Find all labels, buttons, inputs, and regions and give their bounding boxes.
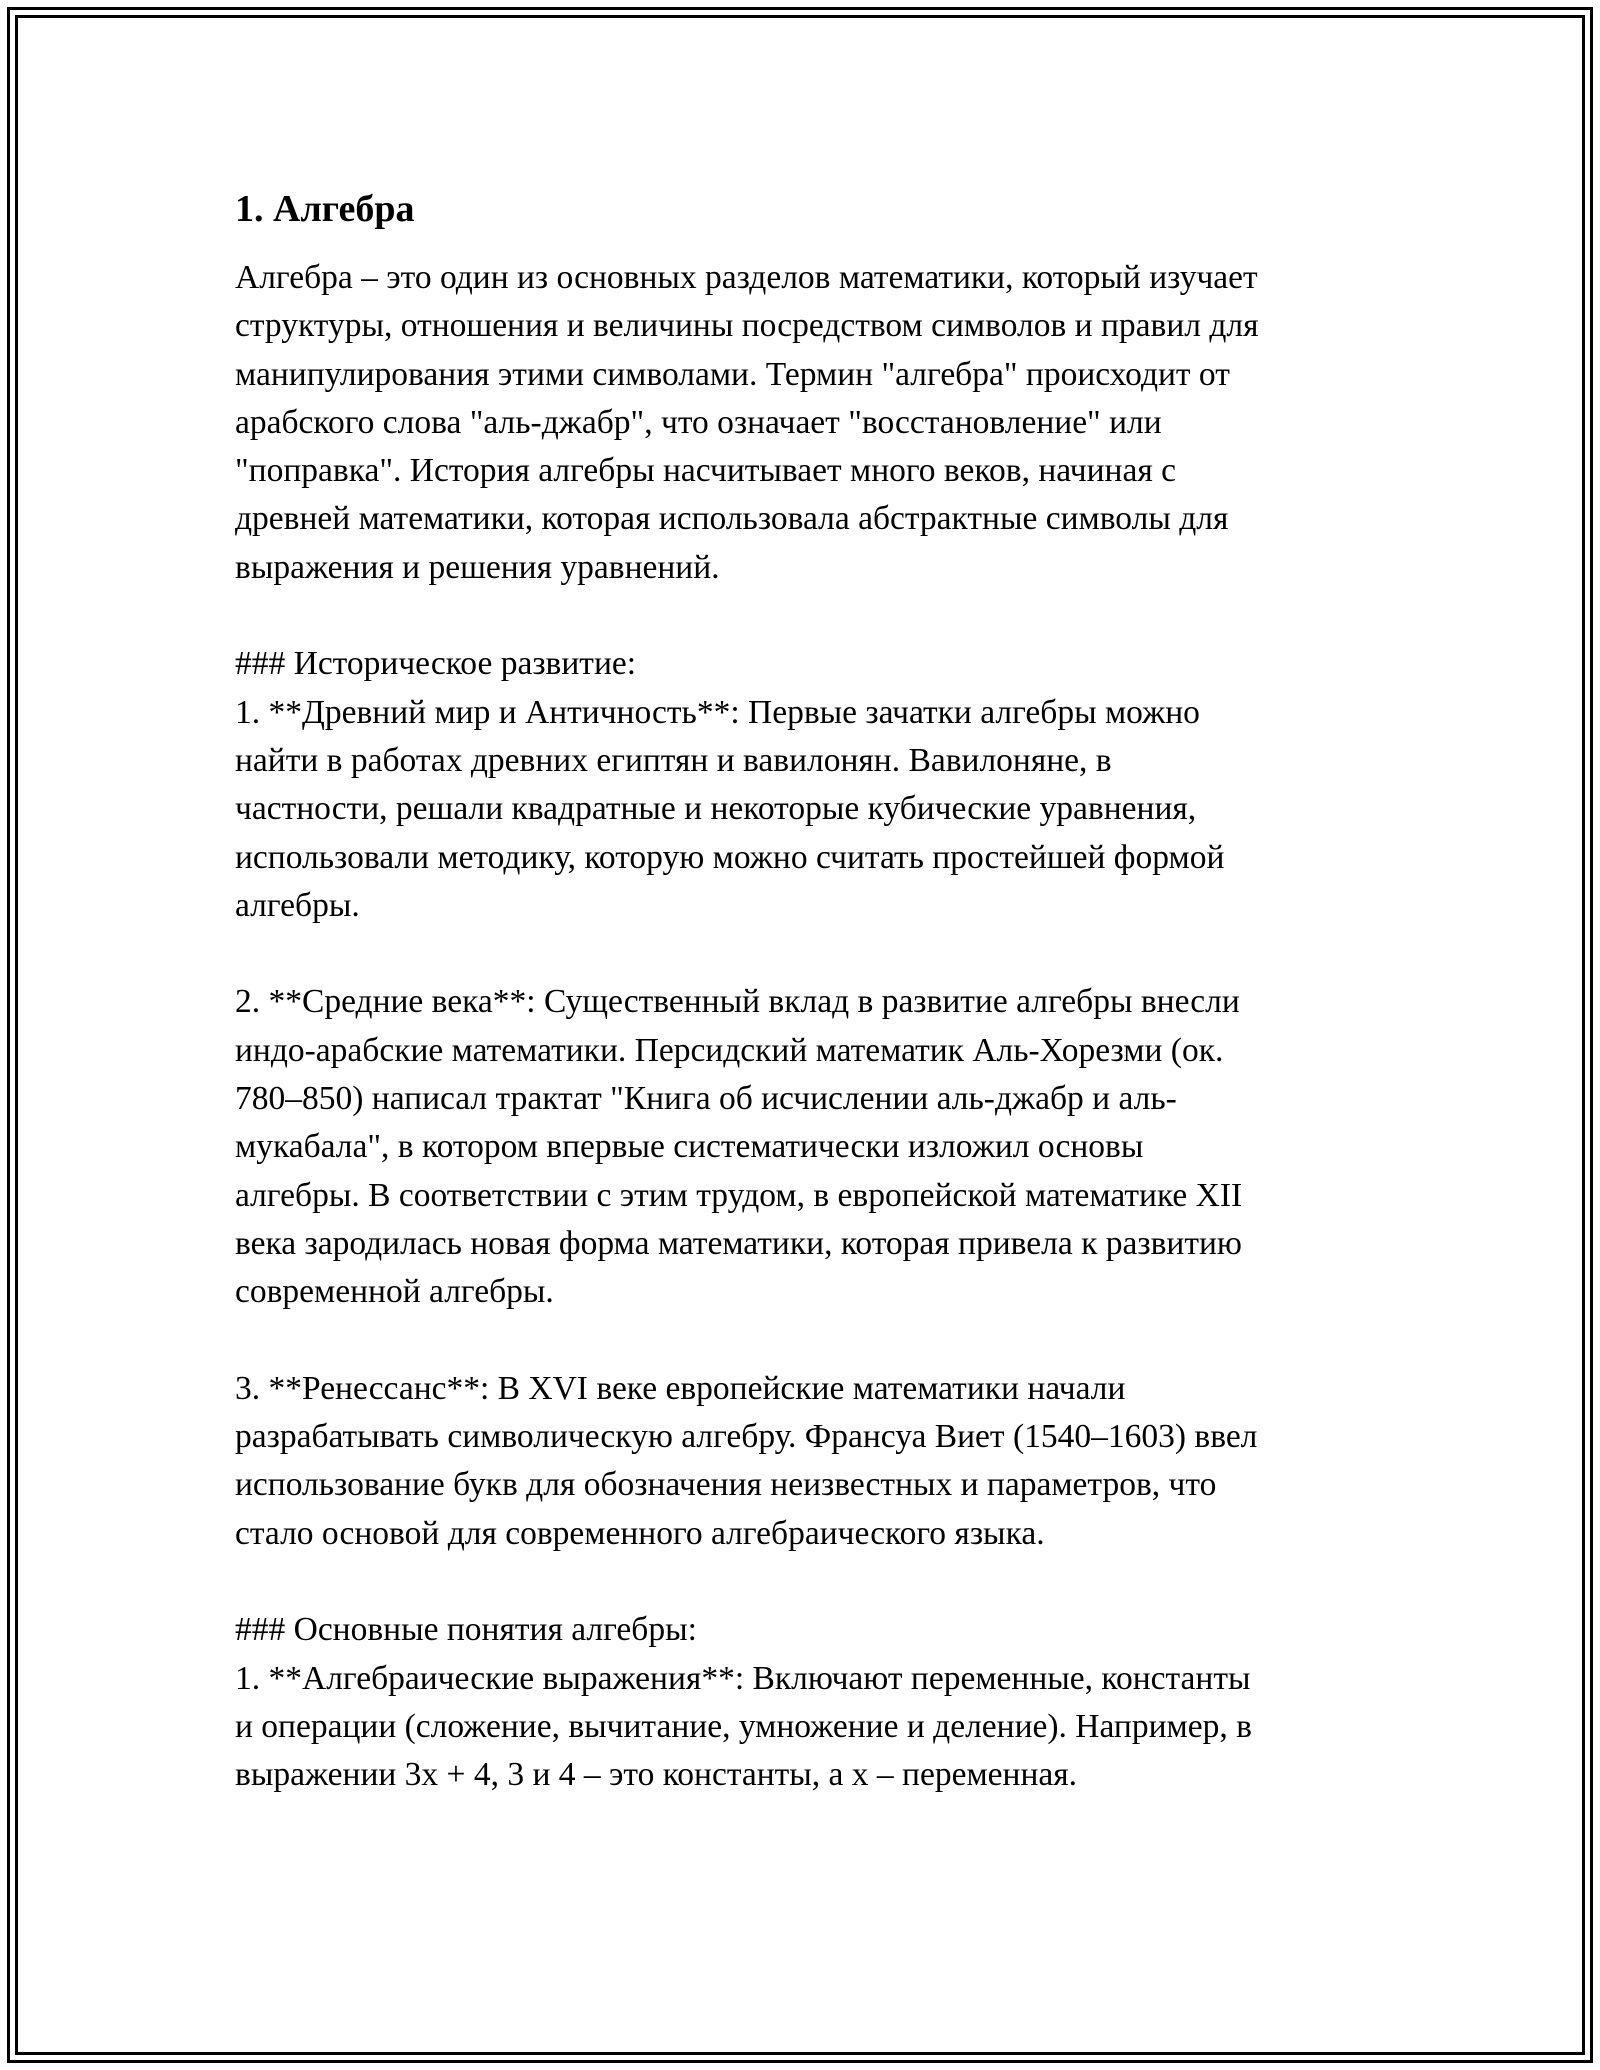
history-item-3 (235, 1365, 1370, 1558)
text-line: разрабатывать символическую алгебру. Франсуа Виет (1540–1603) ввел (235, 1418, 1258, 1456)
text-line: 1. **Алгебраические выражения**: Включают переменные, константы (235, 1659, 1251, 1697)
concepts-section (235, 1606, 1370, 1799)
text-line: мукабала", в котором впервые систематически изложил основы (235, 1128, 1144, 1166)
text-line: 1. **Древний мир и Античность**: Первые зачатки алгебры можно (235, 693, 1200, 731)
text-line: найти в работах древних египтян и вавилонян. Вавилоняне, в (235, 741, 1112, 779)
blank-line (235, 592, 1370, 640)
text-line: века зародилась новая форма математики, которая привела к развитию (235, 1224, 1242, 1262)
text-line: "поправка". История алгебры насчитывает много веков, начиная с (235, 452, 1176, 490)
text-line: древней математики, которая использовала абстрактные символы для (235, 500, 1229, 538)
text-line: 3. **Ренессанс**: В XVI веке европейские математики начали (235, 1369, 1126, 1407)
text-line: использовали методику, которую можно считать простейшей формой (235, 838, 1225, 876)
text-line: выражении 3x + 4, 3 и 4 – это константы, а x – переменная. (235, 1756, 1078, 1794)
intro-paragraph (235, 254, 1370, 592)
section-title: 1. Алгебра (235, 188, 415, 230)
text-line: частности, решали квадратные и некоторые кубические уравнения, (235, 790, 1197, 828)
text-line: использование букв для обозначения неизвестных и параметров, что (235, 1466, 1217, 1504)
text-line: и операции (сложение, вычитание, умножение и деление). Например, в (235, 1707, 1252, 1745)
subsection-heading: ### Основные понятия алгебры: (235, 1611, 697, 1649)
text-line: 780–850) написал трактат "Книга об исчислении аль-джабр и аль- (235, 1080, 1177, 1118)
text-line: индо-арабские математики. Персидский математик Аль-Хорезми (ок. (235, 1031, 1224, 1069)
blank-line (235, 1558, 1370, 1606)
text-line: современной алгебры. (235, 1273, 554, 1311)
history-section (235, 640, 1370, 930)
blank-line (235, 930, 1370, 978)
text-line: стало основой для современного алгебраического языка. (235, 1514, 1045, 1552)
document-body (235, 180, 1370, 1800)
text-line: алгебры. (235, 886, 360, 924)
text-line: 2. **Средние века**: Существенный вклад в развитие алгебры внесли (235, 983, 1240, 1021)
text-line: Алгебра – это один из основных разделов математики, который изучает (235, 259, 1258, 296)
subsection-heading: ### Историческое развитие: (235, 645, 637, 683)
text-line: манипулирования этими символами. Термин "алгебра" происходит от (235, 355, 1230, 393)
text-line: арабского слова "аль-джабр", что означает "восстановление" или (235, 403, 1162, 441)
blank-line (235, 1317, 1370, 1365)
text-line: выражения и решения уравнений. (235, 548, 720, 586)
text-line: алгебры. В соответствии с этим трудом, в европейской математике XII (235, 1176, 1243, 1214)
history-item-2 (235, 978, 1370, 1316)
text-line: структуры, отношения и величины посредством символов и правил для (235, 307, 1259, 345)
